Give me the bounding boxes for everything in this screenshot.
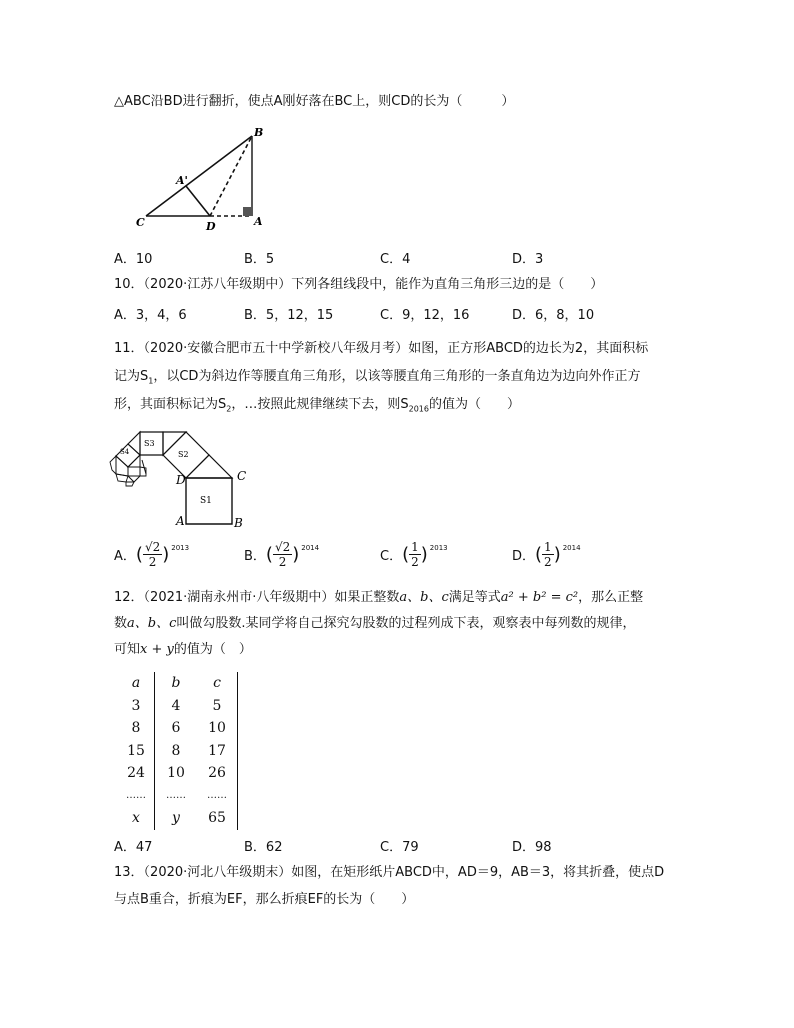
q9-option-a[interactable]: A．10 xyxy=(114,252,153,267)
segment-A'D xyxy=(186,186,210,216)
table-header-b: b xyxy=(155,672,198,695)
triangle-3 xyxy=(128,432,140,455)
label-A: A xyxy=(254,215,263,228)
q11-option-d[interactable]: D．( $\frac{1}{2}$ ) $^{2014}$ xyxy=(512,540,581,569)
table-cell: 10 xyxy=(197,717,238,740)
q12-option-b[interactable]: B．62 xyxy=(244,840,283,855)
q9-option-c[interactable]: C．4 xyxy=(380,252,411,267)
q10-option-a[interactable]: A．3，4，6 xyxy=(114,308,187,323)
label-C: C xyxy=(237,469,247,483)
table-row xyxy=(118,762,238,785)
table-header-c: c xyxy=(197,672,238,695)
q9-triangle-figure xyxy=(130,124,270,234)
q10-stem: 10．（2020·江苏八年级期中）下列各组线段中，能作为直角三角形三边的是（ ） xyxy=(114,277,604,292)
label-S4: S4 xyxy=(120,448,130,456)
table-cell: 17 xyxy=(197,740,238,763)
table-cell: 26 xyxy=(197,762,238,785)
table-header-a: a xyxy=(131,675,141,692)
square-S5 xyxy=(128,467,140,476)
label-S1: S1 xyxy=(200,496,212,506)
label-S2: S2 xyxy=(178,450,189,459)
q13-stem-line1: 13．（2020·河北八年级期末）如图，在矩形纸片ABCD中，AD＝9，AB＝3，将其折叠，使点D xyxy=(114,865,665,880)
q11-option-c[interactable]: C．( $\frac{1}{2}$ ) $^{2013}$ xyxy=(380,540,448,569)
spiral-piece-1 xyxy=(116,456,128,476)
table-row xyxy=(118,695,238,718)
table-cell: 8 xyxy=(131,720,141,737)
label-S3: S3 xyxy=(144,439,155,448)
q11-stem-line1: 11．（2020·安徽合肥市五十中学新校八年级月考）如图，正方形ABCD的边长为2，其面积标 xyxy=(114,341,649,356)
q10-option-c[interactable]: C．9，12，16 xyxy=(380,308,470,323)
table-row xyxy=(118,785,238,808)
q12-option-a[interactable]: A．47 xyxy=(114,840,153,855)
q13-stem-line2: 与点B重合，折痕为EF，那么折痕EF的长为（ ） xyxy=(114,892,415,907)
q12-option-c[interactable]: C．79 xyxy=(380,840,419,855)
segment-BD-dashed xyxy=(210,136,252,216)
right-angle-mark xyxy=(243,207,252,216)
table-cell: 8 xyxy=(155,740,198,763)
q12-stem-line1: 12．（2021·湖南永州市·八年级期中）如果正整数a、b、c满足等式a² + b² = c²，那么正整 xyxy=(114,590,644,605)
table-cell: x xyxy=(132,810,140,827)
q11-stem-line2: 记为$S_1$，以CD为斜边作等腰直角三角形，以该等腰直角三角形的一条直角边为边向外作正方 xyxy=(114,369,641,386)
q9-option-b[interactable]: B．5 xyxy=(244,252,275,267)
q12-stem-line2: 数a、b、c叫做勾股数.某同学将自己探究勾股数的过程列成下表，观察表中每列数的规律， xyxy=(114,616,636,631)
q11-squares-figure xyxy=(104,424,254,532)
table-cell: y xyxy=(155,807,198,830)
table-cell: 5 xyxy=(197,695,238,718)
table-cell: 10 xyxy=(155,762,198,785)
q11-option-a[interactable]: A．( $\frac{√2}{2}$ ) $^{2013}$ xyxy=(114,540,190,569)
label-C: C xyxy=(136,216,145,229)
table-cell: 3 xyxy=(131,697,141,714)
table-row xyxy=(118,740,238,763)
q9-option-d[interactable]: D．3 xyxy=(512,252,544,267)
table-cell: …… xyxy=(155,785,198,808)
segment-CB xyxy=(146,136,252,216)
triangle-4 xyxy=(128,455,140,467)
table-cell: 65 xyxy=(197,807,238,830)
q9-stem: △ABC沿BD进行翻折，使点A刚好落在BC上，则CD的长为（ ） xyxy=(114,94,515,109)
q11-stem-line3: 形，其面积标记为$S_2$，…按照此规律继续下去，则$S_{2016}$的值为（ ） xyxy=(114,397,520,414)
table-cell: 4 xyxy=(155,695,198,718)
q10-option-d[interactable]: D．6，8，10 xyxy=(512,308,595,323)
table-row xyxy=(118,807,238,830)
q10-option-b[interactable]: B．5，12，15 xyxy=(244,308,334,323)
table-cell: 15 xyxy=(127,742,145,759)
label-B: B xyxy=(234,516,243,530)
table-row xyxy=(118,717,238,740)
table-cell: …… xyxy=(126,790,146,802)
label-A-prime: A' xyxy=(176,174,188,187)
label-D: D xyxy=(176,473,186,487)
table-header-row xyxy=(118,672,238,695)
pythagorean-table xyxy=(118,672,238,830)
table-cell: …… xyxy=(197,785,238,808)
triangle-5 xyxy=(128,476,140,482)
triangle-1 xyxy=(186,455,232,478)
table-cell: 6 xyxy=(155,717,198,740)
label-A: A xyxy=(176,514,185,528)
spiral-piece-3 xyxy=(126,482,134,486)
spiral-piece-4 xyxy=(110,456,116,474)
q12-option-d[interactable]: D．98 xyxy=(512,840,552,855)
label-D: D xyxy=(206,220,216,233)
label-B: B xyxy=(254,126,264,139)
q11-option-b[interactable]: B．( $\frac{√2}{2}$ ) $^{2014}$ xyxy=(244,540,320,569)
table-cell: 24 xyxy=(127,765,145,782)
q12-stem-line3: 可知x + y的值为（ ） xyxy=(114,642,252,657)
